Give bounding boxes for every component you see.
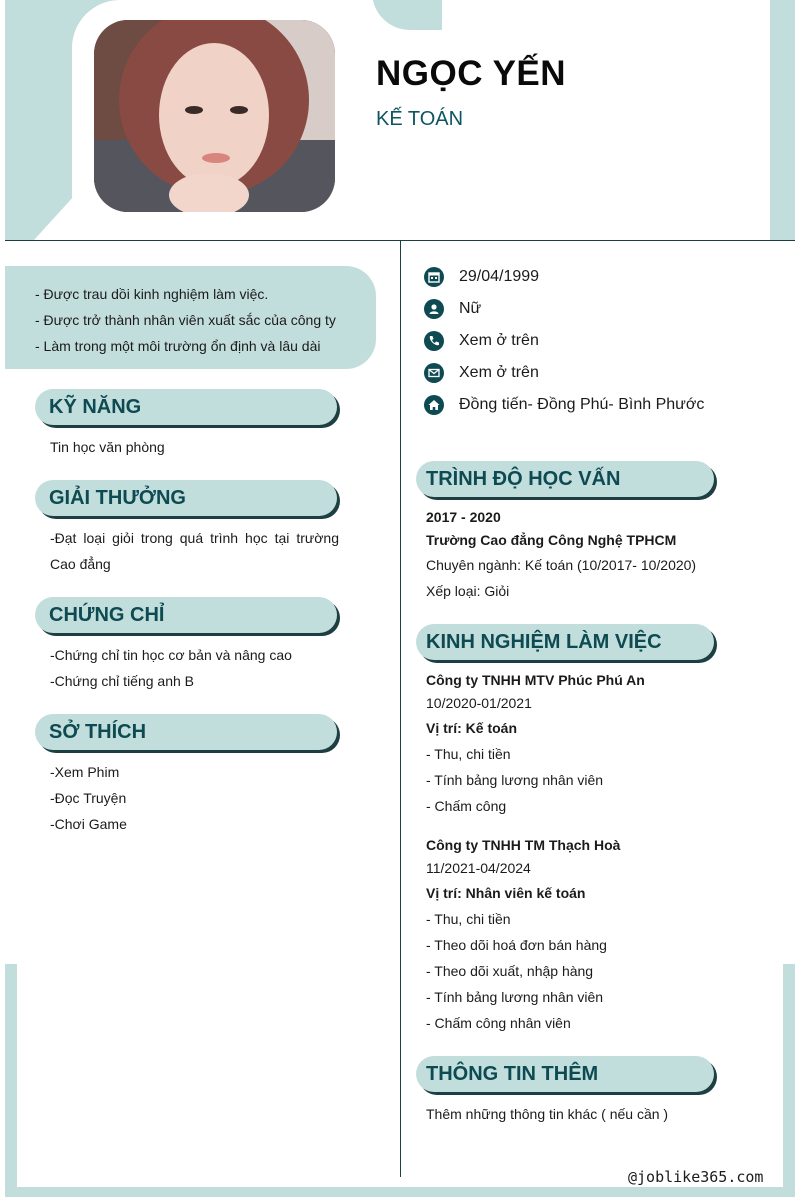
avatar <box>94 20 335 212</box>
job-task: - Tính bảng lương nhân viên <box>426 772 604 788</box>
job-task: - Thu, chi tiền <box>426 746 511 762</box>
right-border-strip <box>783 964 795 1197</box>
section-header-extra-info: THÔNG TIN THÊM <box>416 1056 714 1092</box>
phone-value: Xem ở trên <box>459 332 539 349</box>
section-header-education: TRÌNH ĐỘ HỌC VẤN <box>416 461 714 497</box>
education-grade: Xếp loại: Giỏi <box>426 583 510 599</box>
objective-line: - Được trau dồi kinh nghiệm làm việc. <box>35 286 269 302</box>
hobby-item: -Chơi Game <box>50 816 127 832</box>
job-task: - Thu, chi tiền <box>426 911 511 927</box>
section-header-skills: KỸ NĂNG <box>35 389 337 425</box>
gender-value: Nữ <box>459 300 482 317</box>
hobby-item: -Xem Phim <box>50 764 120 780</box>
hobby-item: -Đọc Truyện <box>50 790 127 806</box>
job-position: Vị trí: Nhân viên kế toán <box>426 885 586 901</box>
job-company: Công ty TNHH MTV Phúc Phú An <box>426 672 645 688</box>
education-major: Chuyên ngành: Kế toán (10/2017- 10/2020) <box>426 557 697 573</box>
education-school: Trường Cao đẳng Công Nghệ TPHCM <box>426 532 677 548</box>
header-corner <box>34 196 74 240</box>
skill-item: Tin học văn phòng <box>50 439 165 455</box>
email-value: Xem ở trên <box>459 364 539 381</box>
calendar-icon <box>424 267 444 287</box>
user-icon <box>424 299 444 319</box>
job-period: 11/2021-04/2024 <box>426 860 531 876</box>
job-task: - Chấm công nhân viên <box>426 1015 571 1031</box>
contact-row-gender <box>424 298 481 320</box>
birthday-value: 29/04/1999 <box>459 268 540 285</box>
award-line: -Đạt loại giỏi trong quá trình học tại trường <box>50 530 339 546</box>
job-task: - Theo dõi xuất, nhập hàng <box>426 963 594 979</box>
phone-icon <box>424 331 444 351</box>
career-objective <box>5 266 376 369</box>
job-company: Công ty TNHH TM Thạch Hoà <box>426 837 621 853</box>
education-period: 2017 - 2020 <box>426 509 501 525</box>
contact-row-email <box>424 362 539 384</box>
job-task: - Theo dõi hoá đơn bán hàng <box>426 937 607 953</box>
job-position: Vị trí: Kế toán <box>426 720 518 736</box>
objective-line: - Làm trong một môi trường ổn định và lâu dài <box>35 338 321 354</box>
section-header-hobbies: SỞ THÍCH <box>35 714 337 750</box>
watermark: @joblike365.com <box>628 1168 764 1186</box>
certificate-item: -Chứng chỉ tin học cơ bản và nâng cao <box>50 647 292 663</box>
address-value: Đồng tiến- Đồng Phú- Bình Phước <box>459 396 705 413</box>
job-task: - Chấm công <box>426 798 507 814</box>
certificate-item: -Chứng chỉ tiếng anh B <box>50 673 195 689</box>
mail-icon <box>424 363 444 383</box>
contact-row-phone <box>424 330 539 352</box>
contact-row-birthday <box>424 266 539 288</box>
contact-row-address <box>424 394 704 416</box>
section-header-awards: GIẢI THƯỞNG <box>35 480 337 516</box>
header-notch <box>372 0 442 30</box>
award-line: Cao đẳng <box>50 556 111 572</box>
job-title: KẾ TOÁN <box>376 108 464 130</box>
column-divider <box>400 241 401 1177</box>
job-task: - Tính bảng lương nhân viên <box>426 989 604 1005</box>
left-border-strip <box>5 964 17 1197</box>
job-period: 10/2020-01/2021 <box>426 695 532 711</box>
objective-line: - Được trở thành nhân viên xuất sắc của công ty <box>35 312 336 328</box>
extra-info-text: Thêm những thông tin khác ( nếu cần ) <box>426 1106 669 1122</box>
section-header-certificates: CHỨNG CHỈ <box>35 597 337 633</box>
portrait-photo <box>94 20 335 212</box>
candidate-name: NGỌC YẾN <box>376 54 567 93</box>
section-header-experience: KINH NGHIỆM LÀM VIỆC <box>416 624 714 660</box>
bottom-border-strip <box>5 1187 795 1197</box>
home-icon <box>424 395 444 415</box>
